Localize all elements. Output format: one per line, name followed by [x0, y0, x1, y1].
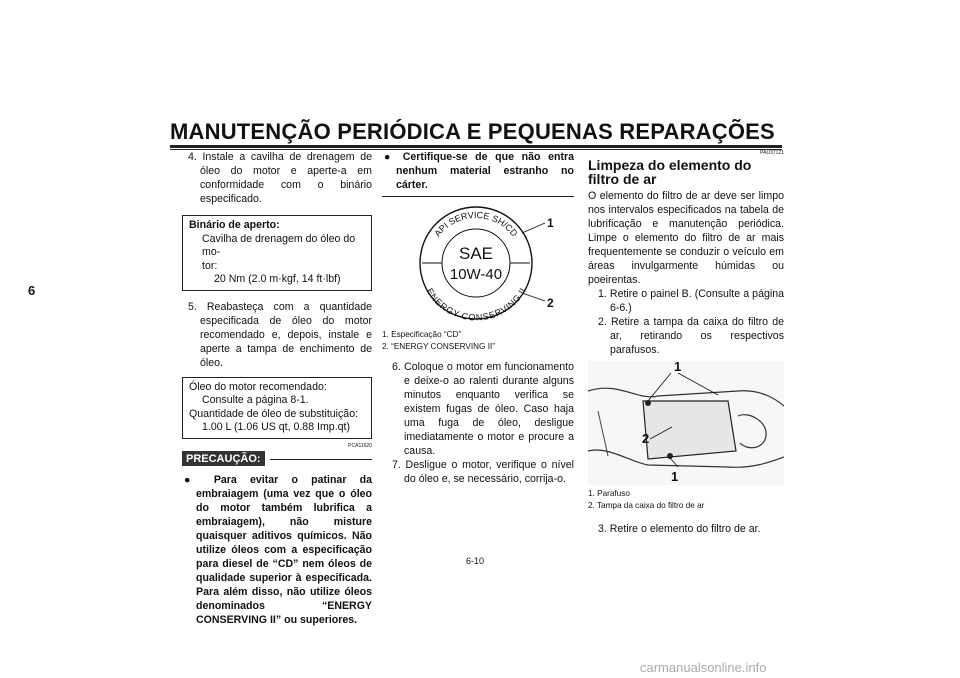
caution-label: PRECAUÇÃO:: [182, 451, 265, 466]
step-4: 4. Instale a cavilha de drenagem de óleo do motor e aperte-a em conformidade com o binário especificado.: [188, 151, 372, 205]
logo-sae: SAE: [458, 244, 494, 263]
column-left: [182, 150, 372, 627]
caution-code: PCA11620: [348, 442, 372, 449]
section-intro: O elemento do filtro de ar deve ser limpo nos intervalos especificados na tabela de lubrificação e manutenção periódica. Limpe o elemento do filtro de ar mais frequentemente se conduzir o veículo em áreas invulgarmente húmidas ou poeirentas.: [588, 190, 784, 286]
caution-rule: [270, 459, 372, 460]
oil-line1: Óleo do motor recomendado:: [189, 380, 327, 393]
section-heading: Limpeza do elemento do filtro de ar: [588, 157, 752, 187]
callout-1: 1: [547, 216, 554, 230]
foreign-matter-text: Certifique-se de que não entra nenhum material estranho no cárter.: [396, 151, 575, 191]
caution-bullet: ● Para evitar o patinar da embraiagem (uma vez que o óleo do motor também lubrifica a embraiagem), não misture quaisquer aditivos químicos. Não utilize óleos com a especificação para diesel de “CD” nem óleos de qualidade superior à especificada. Para além disso, não utilize óleos denominados “ENERGY CONSERVING II” ou superiores.: [184, 473, 373, 626]
logo-caption-2: 2. “ENERGY CONSERVING II”: [382, 342, 495, 351]
api-logo-figure: [382, 197, 574, 327]
step-5: 5. Reabasteça com a quantidade especificada de óleo do motor recomendado e, depois, instale e aperte a tampa de enchimento de óleo.: [188, 300, 372, 369]
step-2: 2. Retire a tampa da caixa do filtro de ar, retirando os respectivos parafusos.: [598, 316, 784, 356]
torque-title: Binário de aperto:: [189, 219, 280, 231]
logo-grade: 10W-40: [449, 266, 503, 283]
foreign-matter-bullet: ● Certifique-se de que não entra nenhum material estranho no cárter.: [384, 151, 575, 191]
page-number: 6-10: [466, 556, 485, 566]
torque-line2: tor:: [202, 259, 218, 272]
logo-top-text: API SERVICE SH/CD: [432, 209, 520, 239]
fig-caption-2: 2. Tampa da caixa do filtro de ar: [588, 501, 705, 510]
chapter-tab: 6: [28, 283, 36, 298]
page-title: MANUTENÇÃO PERIÓDICA E PEQUENAS REPARAÇÕES: [170, 119, 775, 144]
fig-callout-mid: 2: [642, 431, 650, 446]
oil-line4: 1.00 L (1.06 US qt, 0.88 Imp.qt): [202, 421, 351, 433]
caution-header: [182, 449, 372, 467]
fig-callout-top: 1: [674, 361, 682, 374]
airbox-cover-shape: [643, 401, 736, 459]
fig-callout-bottom: 1: [671, 469, 679, 484]
oil-line2: Consulte a página 8-1.: [202, 394, 309, 406]
step-3: 3. Retire o elemento do filtro de ar.: [598, 523, 761, 535]
torque-box: [182, 215, 372, 291]
logo-caption-1: 1. Especificação “CD”: [382, 330, 462, 339]
title-rule: [170, 145, 782, 148]
fig-caption-1: 1. Parafuso: [588, 489, 630, 498]
torque-line1: Cavilha de drenagem do óleo do mo-: [202, 232, 356, 258]
callout-2: 2: [547, 296, 554, 310]
section-code: PAU37121: [760, 150, 784, 156]
step-6: 6. Coloque o motor em funcionamento e deixe-o ao ralenti durante alguns minutos enquanto verifica se existem fugas de óleo. Caso haja uma fuga de óleo, desligue imediatamente o motor e procure a causa.: [392, 361, 574, 457]
torque-value: 20 Nm (2.0 m·kgf, 14 ft·lbf): [214, 273, 341, 285]
logo-bottom-text: ENERGY CONSERVING II: [424, 286, 528, 323]
step-7: 7. Desligue o motor, verifique o nível do óleo e, se necessário, corrija-o.: [392, 459, 574, 485]
oil-line3: Quantidade de óleo de substituição:: [189, 407, 359, 420]
airbox-figure: [588, 361, 784, 485]
oil-box: [182, 377, 372, 439]
column-right: [588, 150, 784, 536]
callout-line-1: [522, 223, 545, 233]
watermark: carmanualsonline.info: [640, 660, 767, 675]
step-1: 1. Retire o painel B. (Consulte a página 6-6.): [598, 288, 784, 314]
caution-bullet-text: Para evitar o patinar da embraiagem (uma vez que o óleo do motor também lubrifica a embraiagem), não misture quaisquer aditivos químicos. Não utilize óleos com a especificação para diesel de “CD” nem óleos de qualidade superior à especificada. Para além disso, não utilize óleos denominados “ENERGY CONSERVING II” ou superiores.: [196, 473, 373, 626]
column-middle: [382, 150, 574, 486]
callout-line-2: [522, 293, 545, 301]
logo-inner-circle: [442, 229, 510, 297]
